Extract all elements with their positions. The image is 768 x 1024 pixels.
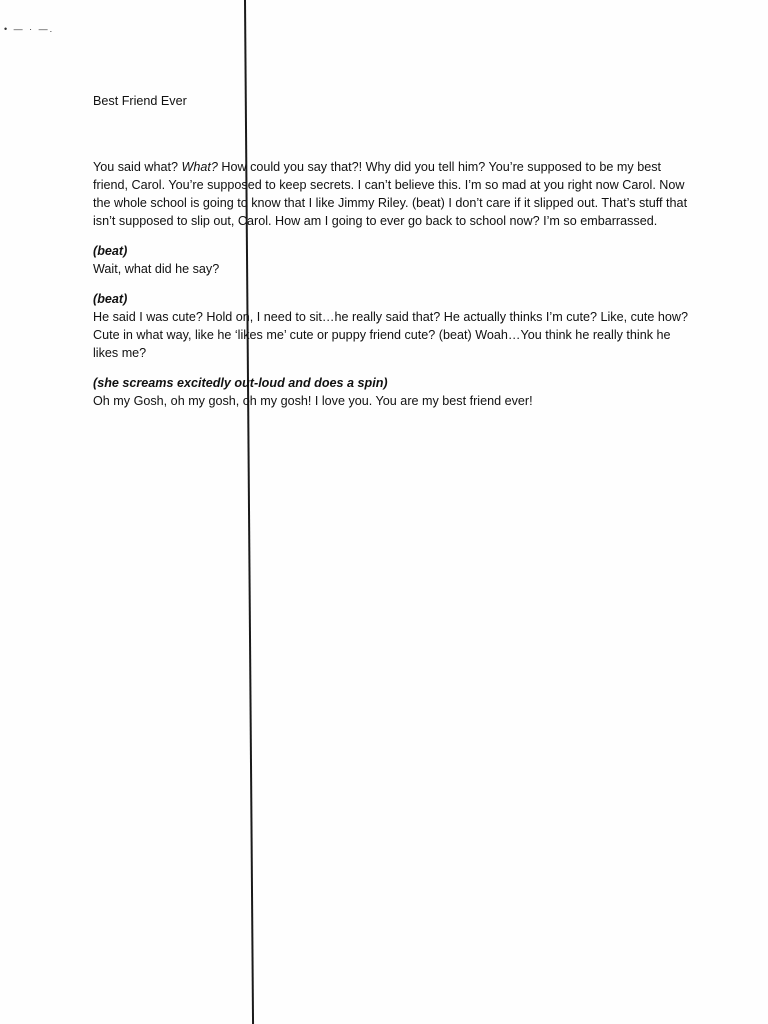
dialogue-line: He said I was cute? Hold on, I need to sit…he really said that? He actually thinks I’m cute? Like, cute how? Cute in what way, like he ‘likes me’ cute or puppy friend cute? (beat) Woah…You think he really think he likes me?: [93, 310, 689, 360]
scan-artifact: • — · —.: [4, 24, 55, 34]
stage-direction: (beat): [93, 244, 128, 258]
stage-direction: (she screams excitedly out-loud and does a spin): [93, 376, 388, 390]
stage-direction: (beat): [93, 292, 128, 306]
line-part: How could you say that?! Why did you tell him? You’re supposed to be my best friend, Carol. You’re supposed to keep secrets. I can’t believe this. I’m so mad at you right now Carol. Now the whole school is going to know that I like Jimmy Riley. (beat) I don’t care if it slipped out. That’s stuff that isn’t supposed to slip out, Carol. How am I going to ever go back to school now? I’m so embarrassed.: [93, 160, 688, 228]
script-title: Best Friend Ever: [93, 94, 187, 108]
beat-block-2: [93, 290, 693, 362]
dialogue-line: Oh my Gosh, oh my gosh, oh my gosh! I love you. You are my best friend ever!: [93, 394, 533, 408]
dialogue-line: Wait, what did he say?: [93, 262, 220, 276]
beat-block-1: [93, 242, 693, 278]
script-body: [93, 92, 693, 422]
line-part: You said what?: [93, 160, 182, 174]
monologue-paragraph-1: [93, 158, 693, 230]
beat-block-3: [93, 374, 693, 410]
emphasized-word: What?: [181, 160, 218, 174]
